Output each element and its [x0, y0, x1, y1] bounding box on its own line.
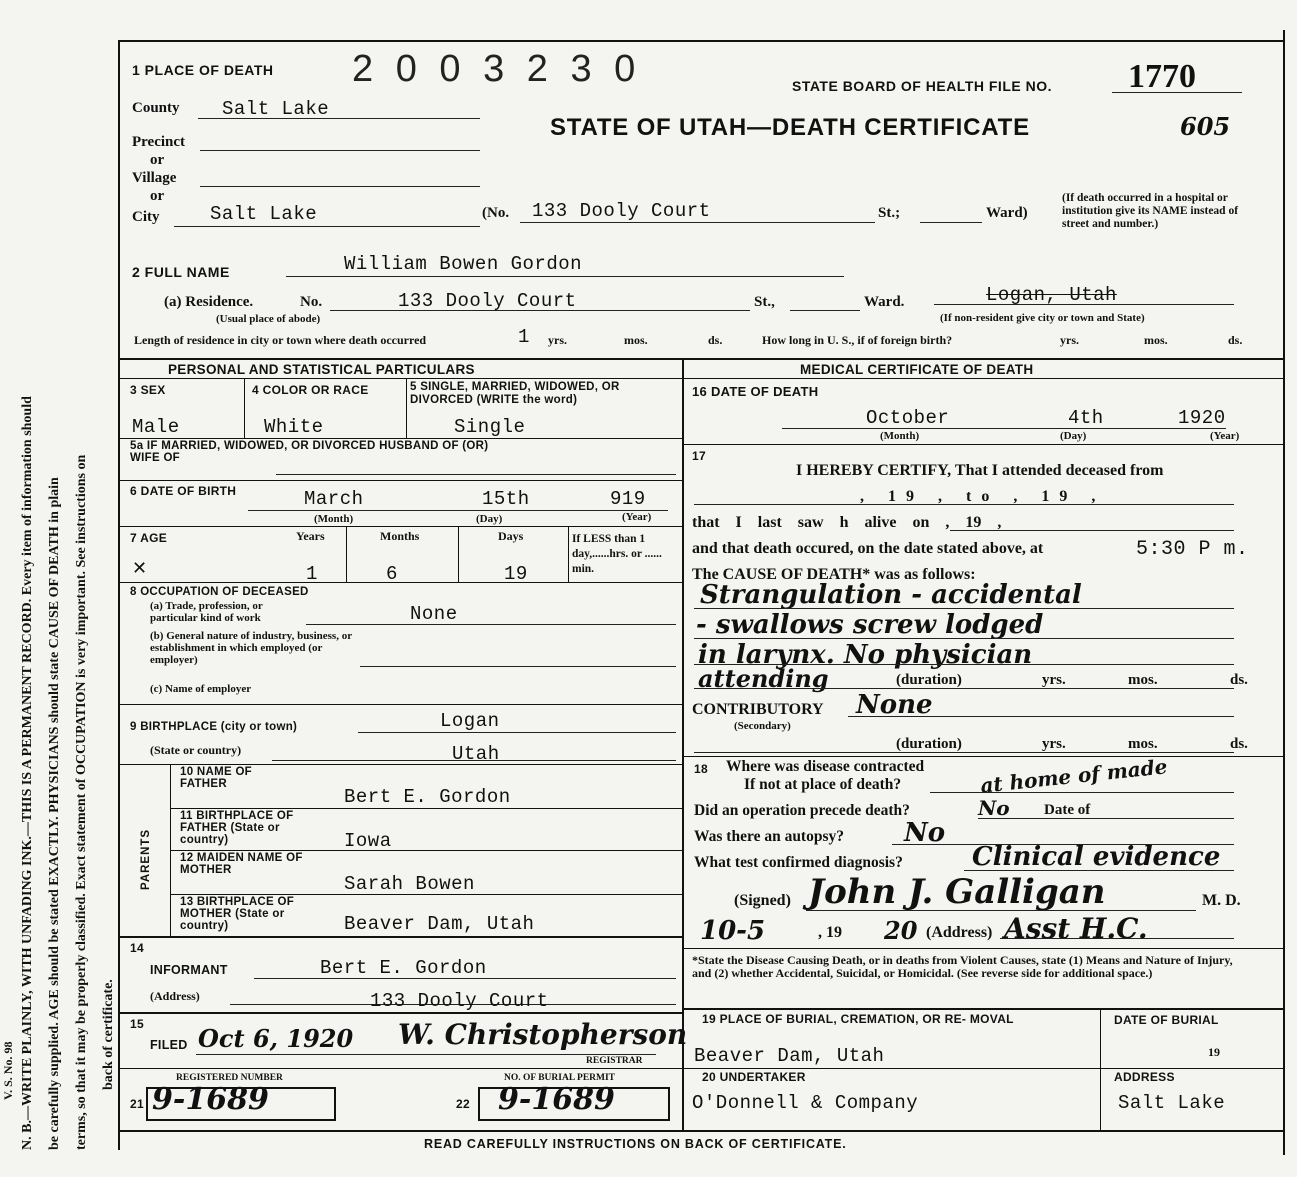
full-name-label: 2 FULL NAME: [132, 264, 230, 280]
place-of-death-label: 1 PLACE OF DEATH: [132, 62, 274, 78]
certify-line-2-rule: [694, 504, 1234, 505]
dob-month: March: [304, 488, 364, 510]
signed-label: (Signed): [734, 892, 791, 909]
cause-line-4: attending: [698, 664, 829, 693]
sex-label: 3 SEX: [130, 383, 166, 397]
dod-day-caption: (Day): [1060, 430, 1087, 442]
registered-number-label: REGISTERED NUMBER: [176, 1073, 283, 1083]
section-divider: [118, 358, 1283, 360]
dob-month-caption: (Month): [314, 513, 354, 525]
frame-left: [118, 40, 120, 1150]
cause-line-3: in larynx. No physician: [698, 640, 1033, 670]
signature-date: 10-5: [700, 916, 766, 946]
signature-year-prefix: , 19: [818, 924, 842, 941]
dob-day-caption: (Day): [476, 513, 503, 525]
length-residence-label: Length of residence in city or town where death occurred: [134, 333, 427, 347]
age-days-label: Days: [498, 529, 524, 543]
mother-birthplace-value: Beaver Dam, Utah: [344, 913, 535, 935]
signature-address: Asst H.C.: [1004, 912, 1148, 945]
informant-number: 14: [130, 941, 144, 955]
medical-heading: MEDICAL CERTIFICATE OF DEATH: [800, 362, 1034, 377]
residence-value: 133 Dooly Court: [398, 290, 577, 312]
birth-city-value: Logan: [440, 710, 500, 732]
age-mark: ✕: [132, 558, 148, 579]
side-line-3: terms, so that it may be properly classified. Exact statement of OCCUPATION is very important. See instructions on: [74, 454, 89, 1150]
spouse-label: 5a IF MARRIED, WIDOWED, OR DIVORCED HUSBAND OF (OR) WIFE OF: [130, 440, 489, 464]
operation-answer: No: [978, 796, 1010, 820]
certify-number: 17: [692, 449, 706, 463]
ward-line: [920, 222, 982, 223]
age-years-label: Years: [296, 529, 325, 543]
side-line-4: back of certificate.: [101, 979, 116, 1090]
foreign-yrs: yrs.: [1060, 333, 1079, 347]
cause-footnote: *State the Disease Causing Death, or in deaths from Violent Causes, state (1) Means and Nature of Injury, and (2) whether Accidental, Suicidal, or Homicidal. (See reverse side for additional space.): [692, 953, 1233, 980]
dob-label: 6 DATE OF BIRTH: [130, 484, 237, 498]
dod-year-caption: (Year): [1210, 430, 1240, 442]
cause-rule-2: [694, 638, 1234, 639]
age-div-3: [568, 526, 569, 582]
med-row-line-1: [682, 444, 1283, 445]
contrib-ds: ds.: [1230, 736, 1248, 752]
cause-ds: ds.: [1230, 672, 1248, 688]
hospital-note: (If death occurred in a hospital or institution give its NAME instead of street and number.): [1062, 192, 1239, 230]
city-line: [174, 226, 480, 227]
dob-day: 15th: [482, 488, 530, 510]
age-days: 19: [504, 563, 528, 585]
filed-number: 15: [130, 1017, 144, 1031]
residence-ward-label: Ward.: [864, 294, 905, 310]
frame-right: [1283, 30, 1285, 1155]
less-than-day-label: If LESS than 1 day,......hrs. or ...... min.: [572, 533, 662, 575]
operation-date-label: Date of: [1044, 802, 1091, 818]
length-ds: ds.: [708, 333, 723, 347]
certify-line-3-rule: [950, 530, 1234, 531]
length-mos: mos.: [624, 333, 648, 347]
occupation-b-label: (b) General nature of industry, business, or establishment in which employed (or employer): [150, 630, 352, 666]
county-value: Salt Lake: [222, 98, 330, 120]
nonres-note: (If non-resident give city or town and State): [940, 312, 1145, 324]
file-no-line: [1112, 92, 1242, 93]
occupation-line: [306, 624, 676, 625]
med-row-line-2: [682, 756, 1283, 757]
cause-line-1: Strangulation - accidental: [700, 580, 1082, 610]
age-label: 7 AGE: [130, 531, 168, 545]
age-years: 1: [306, 563, 318, 585]
informant-value: Bert E. Gordon: [320, 957, 487, 979]
secondary-caption: (Secondary): [734, 720, 791, 732]
file-number: 1770: [1128, 58, 1196, 95]
or-label-1: or: [150, 152, 165, 168]
nonres-city-value: Logan, Utah: [986, 284, 1117, 306]
occupation-c-label: (c) Name of employer: [150, 683, 252, 695]
q18-number: 18: [694, 762, 708, 776]
village-label: Village: [132, 170, 177, 186]
undertaker-address: Salt Lake: [1118, 1092, 1226, 1114]
registered-number: 9-1689: [152, 1082, 269, 1117]
footer-instructions: READ CAREFULLY INSTRUCTIONS ON BACK OF CERTIFICATE.: [424, 1137, 847, 1151]
informant-address-label: (Address): [150, 989, 200, 1003]
village-line: [200, 186, 480, 187]
father-value: Bert E. Gordon: [344, 786, 511, 808]
sex-value: Male: [132, 416, 180, 438]
autopsy-answer: No: [904, 818, 946, 848]
med-row-line-4: [682, 1008, 1283, 1010]
contrib-duration: (duration): [896, 736, 962, 752]
autopsy-question: Was there an autopsy?: [694, 828, 844, 845]
med-row-line-5: [682, 1068, 1283, 1069]
full-name-value: William Bowen Gordon: [344, 253, 583, 275]
father-birthplace-label: 11 BIRTHPLACE OF FATHER (State or country): [180, 810, 294, 846]
row-line-7: [170, 808, 682, 809]
city-label: City: [132, 209, 160, 225]
precinct-line: [200, 150, 480, 151]
parents-vertical-label: PARENTS: [140, 828, 152, 890]
cause-line-2: - swallows screw lodged: [696, 610, 1044, 640]
mother-value: Sarah Bowen: [344, 873, 475, 895]
q18-answer: at home of made: [979, 754, 1169, 798]
side-line-2: be carefully supplied. AGE should be stated EXACTLY. PHYSICIANS should state CAUSE OF DEATH in plain: [47, 477, 62, 1150]
row-line-9: [170, 894, 682, 895]
age-div-1: [346, 526, 347, 582]
dod-line: [782, 428, 1226, 429]
residence-label: (a) Residence.: [164, 294, 254, 310]
physician-signature: John J. Galligan: [808, 872, 1106, 912]
cause-yrs: yrs.: [1042, 672, 1066, 688]
age-months-label: Months: [380, 529, 420, 543]
certify-text: I HEREBY CERTIFY, That I attended deceased from: [796, 462, 1164, 479]
certify-line-4: and that death occured, on the date stated above, at: [692, 540, 1044, 557]
stamp-number: 2 0 0 3 2 3 0: [352, 48, 642, 90]
burial-date-19: 19: [1208, 1045, 1220, 1059]
row-line-1: [118, 438, 682, 439]
precinct-label: Precinct: [132, 134, 186, 150]
registrar-signature: W. Christopherson: [398, 1018, 688, 1051]
undertaker-value: O'Donnell & Company: [692, 1092, 919, 1114]
row-line-6: [118, 764, 682, 765]
burial-permit-number: 9-1689: [498, 1082, 615, 1117]
contrib-yrs: yrs.: [1042, 736, 1066, 752]
signature-year: 20: [884, 916, 918, 945]
age-months: 6: [386, 563, 398, 585]
informant-label: INFORMANT: [150, 963, 228, 977]
dod-label: 16 DATE OF DEATH: [692, 384, 819, 399]
race-value: White: [264, 416, 324, 438]
or-label-2: or: [150, 188, 165, 204]
spouse-line: [276, 474, 676, 475]
burial-date-label: DATE OF BURIAL: [1114, 1013, 1219, 1027]
registrar-caption: REGISTRAR: [586, 1056, 643, 1066]
street-no-label: (No.: [482, 205, 510, 221]
frame-bottom: [118, 1130, 1283, 1132]
filed-date: Oct 6, 1920: [198, 1024, 354, 1053]
burial-place-value: Beaver Dam, Utah: [694, 1045, 885, 1067]
contributory-rule: [848, 716, 1234, 717]
dod-month-caption: (Month): [880, 430, 920, 442]
birthplace-line: [358, 732, 676, 733]
ward-label: Ward): [986, 205, 1028, 221]
center-divider: [682, 358, 684, 1130]
dob-year-caption: (Year): [622, 511, 652, 523]
frame-top: [118, 40, 1283, 42]
marital-label: 5 SINGLE, MARRIED, WIDOWED, OR DIVORCED (WRITE the word): [410, 381, 620, 406]
side-line-1: N. B.—WRITE PLAINLY, WITH UNFADING INK.—THIS IS A PERMANENT RECORD. Every item of information should: [20, 396, 35, 1150]
file-no-label: STATE BOARD OF HEALTH FILE NO.: [792, 78, 1052, 94]
test-answer: Clinical evidence: [972, 842, 1221, 872]
age-div-2: [458, 526, 459, 582]
side-instructions: [14, 30, 122, 1150]
dob-year: 919: [610, 488, 646, 510]
row-line-11: [118, 1012, 682, 1014]
operation-question: Did an operation precede death?: [694, 802, 910, 819]
q18-label: Where was disease contracted: [726, 758, 925, 775]
row-line-4: [118, 582, 682, 583]
row-line-5: [118, 704, 682, 705]
burial-place-label: 19 PLACE OF BURIAL, CREMATION, OR RE- MOVAL: [702, 1012, 1014, 1026]
test-question: What test confirmed diagnosis?: [694, 854, 903, 871]
city-value: Salt Lake: [210, 203, 318, 225]
registered-prefix: 21: [130, 1097, 144, 1111]
birthplace-label: 9 BIRTHPLACE (city or town): [130, 721, 298, 733]
burial-permit-label: NO. OF BURIAL PERMIT: [504, 1073, 616, 1083]
occupation-a-label: (a) Trade, profession, or particular kind of work: [150, 600, 263, 624]
cause-duration: (duration): [896, 672, 962, 688]
signature-address-label: (Address): [926, 924, 993, 941]
form-number: V. S. No. 98: [1, 1041, 15, 1100]
personal-heading: PERSONAL AND STATISTICAL PARTICULARS: [168, 362, 475, 377]
row-line-10: [118, 936, 682, 938]
q18-rule: [930, 792, 1234, 793]
undertaker-address-label: ADDRESS: [1114, 1070, 1175, 1084]
medical-heading-line: [682, 378, 1283, 379]
father-label: 10 NAME OF FATHER: [180, 766, 253, 790]
birth-state-label: (State or country): [150, 743, 242, 757]
length-yrs: yrs.: [548, 333, 567, 347]
md-label: M. D.: [1202, 892, 1241, 909]
test-rule: [964, 870, 1234, 871]
contributory-label: CONTRIBUTORY: [692, 701, 824, 718]
certify-line-2: , 19 , to , 19 ,: [860, 488, 1106, 505]
row-line-2: [118, 480, 682, 481]
full-name-line: [286, 276, 844, 277]
foreign-label: How long in U. S., if of foreign birth?: [762, 333, 953, 347]
st-label: St.;: [878, 205, 901, 221]
father-birthplace-value: Iowa: [344, 830, 392, 852]
race-marital-divider: [406, 378, 407, 438]
sex-race-divider: [244, 378, 245, 438]
med-row-line-3: [682, 948, 1283, 949]
burial-divider: [1100, 1008, 1101, 1130]
cause-rule-1: [694, 608, 1234, 609]
dod-month: October: [866, 407, 950, 429]
mother-label: 12 MAIDEN NAME OF MOTHER: [180, 852, 303, 876]
personal-heading-line: [118, 378, 682, 379]
marital-value: Single: [454, 416, 526, 438]
certificate-title: STATE OF UTAH—DEATH CERTIFICATE: [550, 114, 1030, 141]
permit-prefix: 22: [456, 1097, 470, 1111]
margin-note: 605: [1180, 112, 1231, 141]
dod-day: 4th: [1068, 407, 1104, 429]
cause-label: The CAUSE OF DEATH* was as follows:: [692, 566, 976, 583]
time-of-death: 5:30 P m.: [1136, 538, 1249, 561]
informant-address: 133 Dooly Court: [370, 990, 549, 1012]
residence-st-label: St.,: [754, 294, 775, 310]
undertaker-label: 20 UNDERTAKER: [702, 1070, 806, 1084]
operation-rule: [978, 818, 1234, 819]
occupation-value: None: [410, 603, 458, 625]
filed-label: FILED: [150, 1038, 188, 1052]
dod-year: 1920: [1178, 407, 1226, 429]
address-rule: [1000, 938, 1234, 939]
foreign-ds: ds.: [1228, 333, 1243, 347]
dob-line: [248, 510, 668, 511]
street-line: [520, 222, 875, 223]
cause-mos: mos.: [1128, 672, 1158, 688]
foreign-mos: mos.: [1144, 333, 1168, 347]
certify-line-3: that I last saw h alive on , 19 ,: [692, 514, 1002, 531]
row-line-12: [118, 1068, 682, 1069]
residence-no-label: No.: [300, 294, 323, 310]
length-residence-value: 1: [518, 326, 530, 348]
residence-ward-line: [790, 310, 860, 311]
usual-place-note: (Usual place of abode): [216, 313, 321, 325]
q18b-label: If not at place of death?: [744, 776, 902, 793]
contrib-mos: mos.: [1128, 736, 1158, 752]
county-label: County: [132, 100, 180, 116]
street-value: 133 Dooly Court: [532, 200, 711, 222]
race-label: 4 COLOR OR RACE: [252, 383, 369, 397]
occupation-label: 8 OCCUPATION OF DECEASED: [130, 586, 309, 598]
row-line-8: [170, 850, 682, 851]
mother-birthplace-label: 13 BIRTHPLACE OF MOTHER (State or country): [180, 896, 295, 932]
contributory-value: None: [856, 690, 933, 720]
birth-state-value: Utah: [452, 743, 500, 765]
signature-rule: [806, 910, 1196, 911]
industry-line: [360, 666, 676, 667]
row-line-3: [118, 526, 682, 527]
